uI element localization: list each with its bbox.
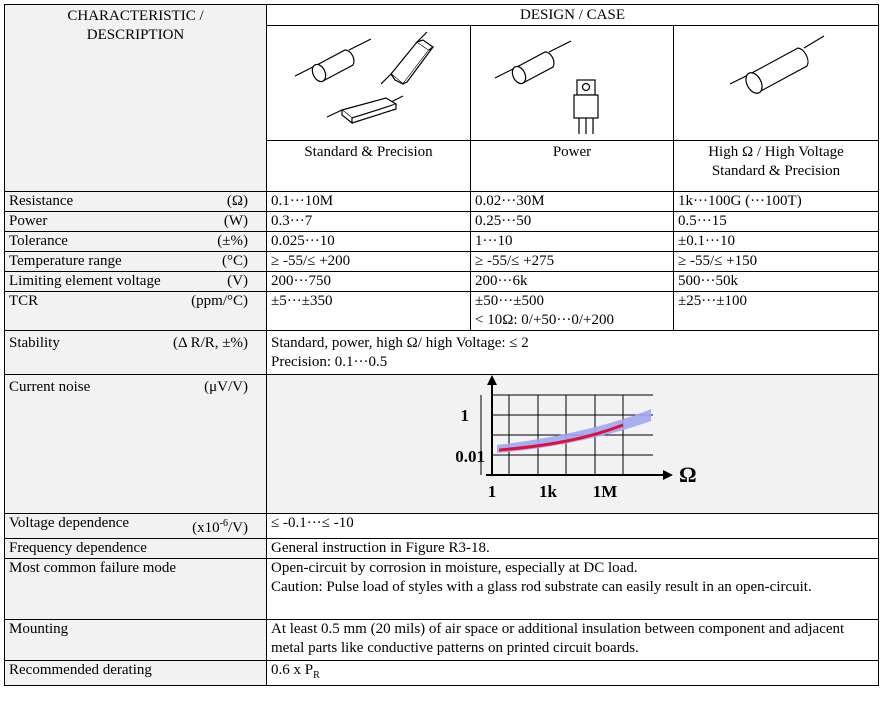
voltage-dependence-unit-suffix: /V) [228,520,248,536]
limiting-voltage-label: Limiting element voltage [9,273,161,289]
characteristic-header [5,5,267,192]
stability-line1: Standard, power, high Ω/ high Voltage: ≤ 2 [271,335,529,351]
tolerance-high-voltage: ±0.1···10 [674,232,879,252]
tolerance-row [5,232,879,252]
resistance-high-voltage: 1k···100G (···100T) [674,192,879,212]
tcr-high-voltage: ±25···±100 [674,292,879,331]
characteristic-header-line2: DESCRIPTION [86,27,185,43]
case-label-power [471,141,674,192]
tcr-row [5,292,879,331]
ohm-axis-label: Ω [679,462,697,487]
x-tick-1: 1 [487,482,497,501]
stability-unit: (Δ R/R, ±%) [173,335,248,351]
frequency-dependence-value: General instruction in Figure R3-18. [267,539,879,559]
resistance-row [5,192,879,212]
case-label-high-voltage-line2: Standard & Precision [711,163,841,179]
current-noise-unit: (μV/V) [204,379,248,395]
stability-value-cell [267,331,879,375]
resistor-spec-table [4,4,879,686]
resistance-standard: 0.1···10M [267,192,471,212]
tcr-power: ±50···±500 [475,293,544,309]
failure-mode-line1: Open-circuit by corrosion in moisture, especially at DC load. [271,560,638,576]
current-noise-row [5,375,879,514]
design-case-header: DESIGN / CASE [267,5,879,26]
power-case-image [471,26,674,141]
resistance-label: Resistance [9,193,74,209]
power-row [5,212,879,232]
power-unit: (W) [223,213,248,229]
temperature-standard: ≥ -55/≤ +200 [267,252,471,272]
current-noise-label: Current noise [9,379,91,395]
stability-line2: Precision: 0.1···0.5 [271,354,388,370]
limiting-voltage-high-voltage: 500···50k [674,272,879,292]
mounting-row [5,620,879,661]
axial-and-chip-resistor-icon [267,26,471,134]
resistance-power: 0.02···30M [471,192,674,212]
x-tick-1m: 1M [592,482,618,501]
high-voltage-case-image [674,26,879,141]
frequency-dependence-row [5,539,879,559]
current-noise-graph-cell [267,375,879,514]
frequency-dependence-label: Frequency dependence [5,539,267,559]
mounting-label: Mounting [5,620,267,661]
stability-label: Stability [9,335,60,351]
power-label-cell [5,212,267,232]
temperature-label-cell [5,252,267,272]
case-label-standard [267,141,471,192]
tolerance-unit: (±%) [217,233,248,249]
power-power: 0.25···50 [471,212,674,232]
axial-resistor-icon [674,26,879,134]
tcr-label-cell [5,292,267,331]
tolerance-label-cell [5,232,267,252]
tcr-unit: (ppm/°C) [191,293,248,309]
voltage-dependence-label-cell [5,514,267,539]
tcr-power-cell [471,292,674,331]
temperature-unit: (°C) [222,253,248,269]
derating-value-sub: R [313,670,320,681]
current-noise-graph [267,375,877,507]
tolerance-standard: 0.025···10 [267,232,471,252]
voltage-dependence-unit-exp: -6 [219,518,228,529]
stability-label-cell [5,331,267,375]
noise-band [497,409,651,453]
temperature-row [5,252,879,272]
case-label-high-voltage-line1: High Ω / High Voltage [708,144,844,160]
characteristic-header-line1: CHARACTERISTIC / [67,8,204,24]
resistance-label-cell [5,192,267,212]
derating-row [5,661,879,686]
y-tick-001: 0.01 [455,447,485,466]
limiting-voltage-row [5,272,879,292]
failure-mode-row [5,559,879,620]
derating-value-cell [267,661,879,686]
limiting-voltage-power: 200···6k [471,272,674,292]
temperature-label: Temperature range [9,253,122,269]
tcr-power-low-ohm: < 10Ω: 0/+50···0/+200 [475,312,615,328]
mounting-value: At least 0.5 mm (20 mils) of air space or additional insulation between component and adjacent metal parts like conductive patterns on printed circuit boards. [267,620,879,661]
voltage-dependence-unit [192,514,262,538]
tolerance-label: Tolerance [9,233,68,249]
derating-label: Recommended derating [5,661,267,686]
power-resistor-icon [471,26,674,134]
temperature-high-voltage: ≥ -55/≤ +150 [674,252,879,272]
limiting-voltage-unit: (V) [227,273,248,289]
x-tick-1k: 1k [539,482,557,501]
voltage-dependence-unit-prefix: (x10 [192,520,220,536]
y-axis-arrow [487,375,497,385]
case-label-standard-text: Standard & Precision [304,144,433,160]
tolerance-power: 1···10 [471,232,674,252]
case-label-high-voltage [674,141,879,192]
tcr-standard: ±5···±350 [267,292,471,331]
x-axis-arrow [663,470,673,480]
header-row [5,5,879,26]
limiting-voltage-label-cell [5,272,267,292]
failure-mode-line2: Caution: Pulse load of styles with a glass rod substrate can easily result in an open-circuit. [271,579,812,595]
temperature-power: ≥ -55/≤ +275 [471,252,674,272]
standard-case-image [267,26,471,141]
voltage-dependence-row [5,514,879,539]
stability-row [5,331,879,375]
tcr-label: TCR [9,293,39,309]
power-label: Power [9,213,48,229]
voltage-dependence-label: Voltage dependence [9,515,130,531]
case-label-power-text: Power [552,144,592,160]
voltage-dependence-value: ≤ -0.1···≤ -10 [267,514,879,539]
current-noise-label-cell [5,375,267,514]
y-tick-1: 1 [460,406,469,425]
power-standard: 0.3···7 [267,212,471,232]
failure-mode-label: Most common failure mode [5,559,267,620]
derating-value: 0.6 x P [271,662,314,678]
limiting-voltage-standard: 200···750 [267,272,471,292]
resistance-unit: (Ω) [226,193,248,209]
failure-mode-value-cell [267,559,879,620]
power-high-voltage: 0.5···15 [674,212,879,232]
